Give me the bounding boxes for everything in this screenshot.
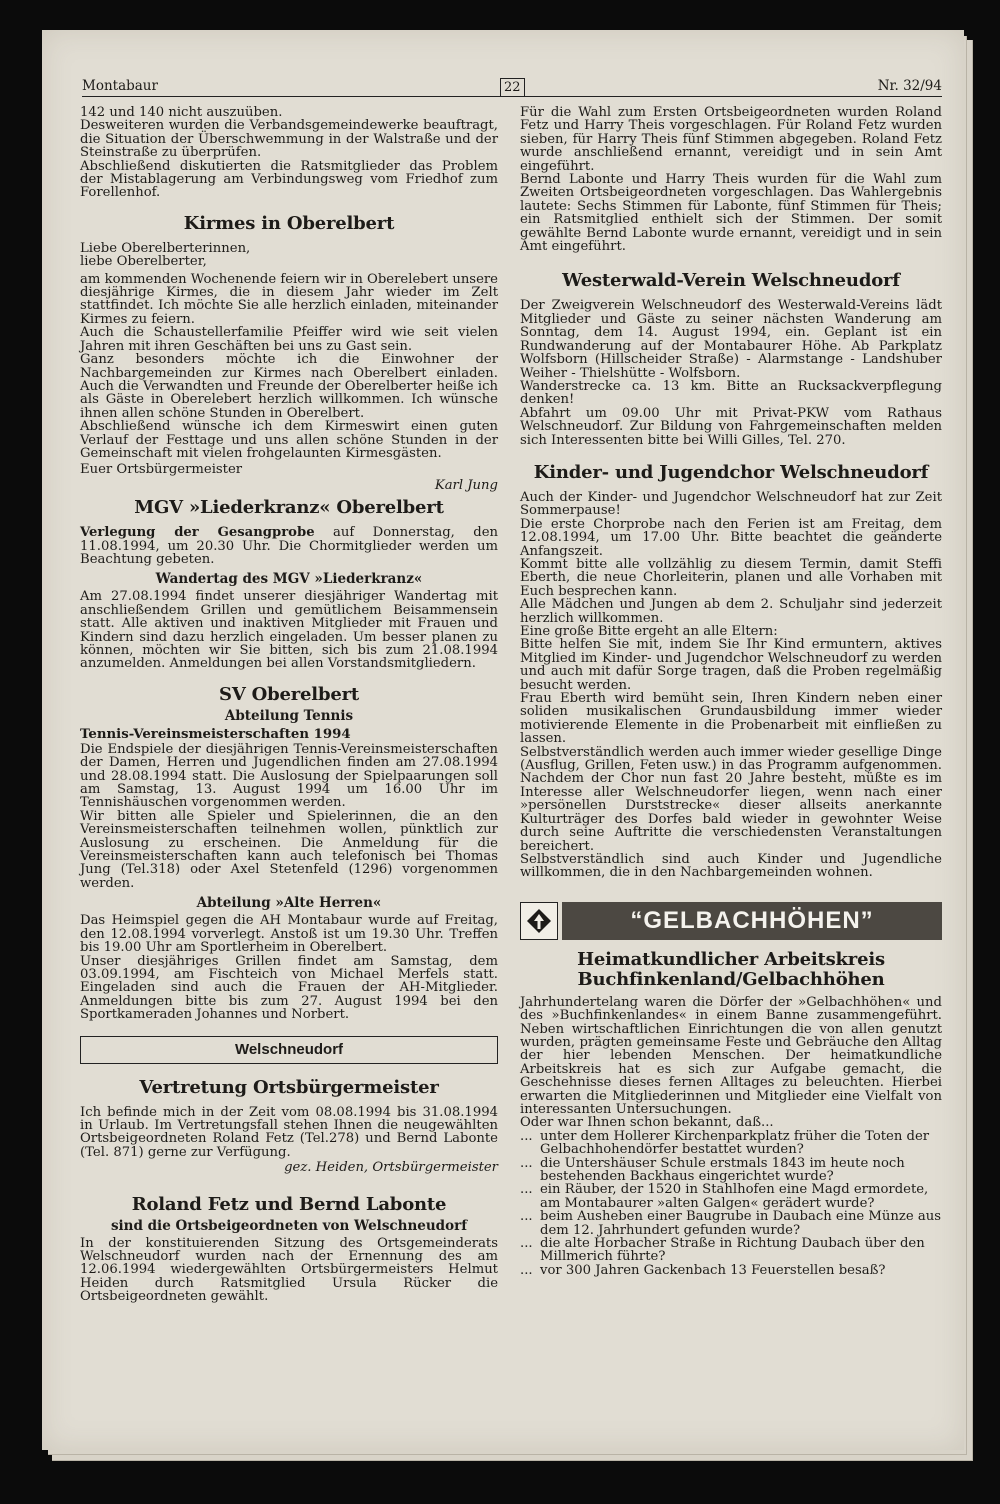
mgv-lead [80,526,498,566]
vertretung-body: Ich befinde mich in der Zeit vom 08.08.1994 bis 31.08.1994 in Urlaub. Im Vertretungsfall stehen Ihnen die neugewählten Ortsbeigeordneten Roland Fetz (Tel.278) und Bernd Labonte (Tel. 871) gerne zur Verfügung. [80,1104,498,1160]
intro-paragraph-3: Abschließend diskutierten die Ratsmitglieder das Problem der Mistablagerung am Verbindungsweg vom Friedhof zum Forellenhof. [80,158,498,201]
chor-paragraph-7: Frau Eberth wird bemüht sein, Ihren Kindern neben einer soliden musikalischen Grundausbildung immer wieder motivierende Elemente in die Probenarbeit mit einfließen zu lassen. [520,691,942,747]
chor-title: Kinder- und Jugendchor Welschneudorf [533,461,929,483]
kirmes-title: Kirmes in Oberelbert [183,212,395,234]
mgv-body: Am 27.08.1994 findet unserer diesjähriger Wandertag mit anschließendem Grillen und gemütlichem Beisammensein statt. Alle aktiven und inaktiven Mitglieder mit Frauen und Kindern sind dazu herzlich eingeladen. Um besser planen zu können, möchten wir Sie bitten, sich bis zum 21.08.1994 anzumelden. Anmeldungen bei allen Vorstandsmitgliedern. [80,589,498,672]
mgv-lead-bold: Verlegung der Gesangprobe [80,525,315,541]
fetz-body: In der konstituierenden Sitzung des Ortsgemeinderats Welschneudorf wurden nach der Ernennung des am 12.06.1994 wiedergewählten Ortsbürgermeisters Helmut Heiden durch Ratsmitglied Ursula Rücker die Ortsbeigeordneten gewählt. [80,1235,498,1305]
sv-paragraph-2: Wir bitten alle Spieler und Spielerinnen, die an den Vereinsmeisterschaften teilnehmen wollen, pünktlich zur Auslosung zu erscheinen. Die Anmeldung für die Vereinsmeisterschaften kann auch telefonisch bei Thomas Jung (Tel.318) oder Axel Stetenfeld (1296) vorgenommen werden. [80,808,498,891]
left-column [80,106,498,1304]
sv-paragraph-1: Die Endspiele der diesjährigen Tennis-Vereinsmeisterschaften der Damen, Herren und Jugendlichen finden am 27.08.1994 und 28.08.1994 statt. Die Auslosung der Spielpaarungen soll am Samstag, 13. August 1994 um 16.00 Uhr im Tennishäuschen vorgenommen werden. [80,741,498,811]
chor-paragraph-5: Eine große Bitte ergeht an alle Eltern: [520,624,778,639]
list-item: ... unter dem Hollerer Kirchenparkplatz früher die Toten der Gelbachhohendörfer bestattet wurden? [520,1130,942,1157]
chor-paragraph-9: Selbstverständlich sind auch Kinder und Jugendliche willkommen, die in den Nachbargemeinden wohnen. [520,851,942,881]
westerwald-paragraph-1: Der Zweigverein Welschneudorf des Westerwald-Vereins lädt Mitglieder und Gäste zu seiner nächsten Wanderung am Sonntag, dem 14. August 1994, ein. Geplant ist ein Rundwanderung auf der Montabaurer Höhe. Ab Parkplatz Wolfsborn (Hillscheider Straße) - Alarmstange - Landshuber Weiher - Thielshütte - Wolfsborn. [520,298,942,381]
heimat-title-line-1: Heimatkundlicher Arbeitskreis [577,948,885,970]
list-item: ... die Untershäuser Schule erstmals 1843 im heute noch bestehenden Backhaus eingerichtet wurde? [520,1157,942,1184]
kirmes-greeting [80,242,498,269]
intro-paragraph-1: 142 und 140 nicht auszuüben. [80,105,283,120]
kirmes-signature: Karl Jung [434,477,498,493]
welschneudorf-section-box: Welschneudorf [80,1036,498,1064]
kirmes-paragraph-3: Ganz besonders möchte ich die Einwohner der Nachbargemeinden zur Kirmes nach Oberelbert einladen. Auch die Verwandten und Freunde der Oberelberter heiße ich als Gäste in Oberelebert herzlich willkommen. Ich wünsche ihnen allen schöne Stunden in Oberelbert. [80,352,498,421]
heimat-title-line-2: Buchfinkenland/Gelbachhöhen [577,968,885,990]
sv-paragraph-4: Unser diesjähriges Grillen findet am Samstag, dem 03.09.1994, am Fischteich von Michael Merfels statt. Eingeladen sind auch die Frauen der AH-Mitglieder. Anmeldungen bitte bis zum 27. August 1994 bei den Sportkameraden Johannes und Norbert. [80,953,498,1023]
chor-paragraph-1: Auch der Kinder- und Jugendchor Welschneudorf hat zur Zeit Sommerpause! [520,489,942,519]
page-header [82,74,942,97]
mgv-subtitle: Wandertag des MGV »Liederkranz« [155,571,423,588]
westerwald-paragraph-2: Wanderstrecke ca. 13 km. Bitte an Rucksackverpflegung denken! [520,378,942,408]
intro-paragraph-2: Desweiteren wurden die Verbandsgemeindewerke beauftragt, die Situation der Überschwemmung in der Walstraße und der Steinstraße zu überprüfen. [80,118,498,161]
mgv-title: MGV »Liederkranz« Oberelbert [134,497,444,519]
sv-heading: Tennis-Vereinsmeisterschaften 1994 [80,726,351,742]
chor-paragraph-3: Kommt bitte alle vollzählig zu diesem Termin, damit Steffi Eberth, die neue Chorleiterin, planen und alle Vorhaben mit Euch besprechen kann. [520,556,942,599]
mgv-lead-text: auf Donnerstag, den 11.08.1994, um 20.30 Uhr. Die Chormitglieder werden um Beachtung gebeten. [80,525,499,567]
kirmes-paragraph-1: am kommenden Wochenende feiern wir in Oberelebert unsere diesjährige Kirmes, die in diesem Jahr wieder im Zelt stattfindet. Ich möchte Sie alle herzlich einladen, miteinander Kirmes zu feiern. [80,271,498,327]
newspaper-page [42,30,964,1450]
wahl-paragraph-2: Bernd Labonte und Harry Theis wurden für die Wahl zum Zweiten Ortsbeigeordneten vorgeschlagen. Das Wahlergebnis lautete: Sechs Stimmen für Labonte, fünf Stimmen für Theis; ein Ratsmitglied enthielt sich der Stimmen. Der somit gewählte Bernd Labonte wurde ernannt, vereidigt und in sein Amt eingeführt. [520,172,942,255]
sv-subtitle-2: Abteilung »Alte Herren« [196,895,382,912]
kirmes-greeting-line-1: Liebe Oberelberterinnen, [80,240,251,256]
heimat-body: Jahrhundertelang waren die Dörfer der »Gelbachhöhen« und des »Buchfinkenlandes« in einem Banne zusammengeführt. Neben wirtschaftlichen Einrichtungen die von allen genutzt wurden, prägten gemeinsame Feste und Gebräuche den Alltag der hier lebenden Menschen. Der heimatkundliche Arbeitskreis hat es sich zur Aufgabe gemacht, die Geschehnisse dieses fernen Alltages zu beleuchten. Hierbei erwarten die Mitgliederinnen und Mitglieder eine Vielfalt von interessanten Untersuchungen. [520,994,942,1117]
chor-paragraph-6: Bitte helfen Sie mit, indem Sie Ihr Kind ermuntern, aktives Mitglied im Kinder- und Jugendchor Welschneudorf zu werden und auch mit dafür Sorge tragen, daß die Proben regelmäßig besucht werden. [520,637,942,693]
wahl-paragraph-1: Für die Wahl zum Ersten Ortsbeigeordneten wurden Roland Fetz und Harry Theis vorgeschlagen. Für Roland Fetz wurden sieben, für Harry Theis fünf Stimmen abgegeben. Roland Fetz wurde anschließend ernannt, vereidigt und in sein Amt eingeführt. [520,105,942,174]
fetz-title: Roland Fetz und Bernd Labonte [131,1193,447,1215]
kirmes-greeting-line-2: liebe Oberelberter, [80,254,207,270]
fetz-subtitle: sind die Ortsbeigeordneten von Welschneudorf [110,1217,468,1234]
sv-title: SV Oberelbert [219,683,359,705]
kirmes-paragraph-5: Euer Ortsbürgermeister [80,462,243,478]
chor-paragraph-8: Selbstverständlich werden auch immer wieder gesellige Dinge (Ausflug, Grillen, Feten usw.) in das Programm aufgenommen. Nachdem der Chor nun fast 20 Jahre besteht, müßte es im Interesse aller Welschneudorfer liegen, wenn nach einer »persönellen Durststrecke« dieser allseits anerkannte Kulturträger des Dorfes bald wieder in gewohnter Weise durch seine Auftritte die verschiedensten Veranstaltungen bereichert. [520,744,942,854]
vertretung-signature: gez. Heiden, Ortsbürgermeister [284,1160,498,1176]
header-page-number: 22 [500,78,525,97]
heimat-list [520,1130,942,1277]
sv-paragraph-3: Das Heimspiel gegen die AH Montabaur wurde auf Freitag, den 12.08.1994 vorverlegt. Anstoß ist um 19.30 Uhr. Treffen bis 19.00 Uhr am Sportlerheim in Oberelbert. [80,913,498,956]
header-issue: Nr. 32/94 [877,78,942,94]
chor-paragraph-4: Alle Mädchen und Jungen ab dem 2. Schuljahr sind jederzeit herzlich willkommen. [520,597,942,626]
westerwald-title: Westerwald-Verein Welschneudorf [562,270,900,292]
list-item: ... ein Räuber, der 1520 in Stahlhofen eine Magd ermordete, am Montabaurer »alten Galgen« gerädert wurde? [520,1183,942,1210]
gelbachhoehen-title-bar: “GELBACHHÖHEN” [562,902,942,940]
vertretung-title: Vertretung Ortsbürgermeister [139,1076,439,1098]
right-column [520,106,942,1277]
heimat-question: Oder war Ihnen schon bekannt, daß... [520,1115,774,1131]
list-item: ... die alte Horbacher Straße in Richtung Daubach über den Millmerich führte? [520,1237,942,1264]
westerwald-paragraph-3: Abfahrt um 09.00 Uhr mit Privat-PKW vom Rathaus Welschneudorf. Zur Bildung von Fahrgemeinschaften melden sich Interessenten bitte bei Willi Gilles, Tel. 270. [520,405,942,448]
gelbachhoehen-banner [520,902,942,940]
list-item: ... vor 300 Jahren Gackenbach 13 Feuerstellen besaß? [520,1264,942,1277]
list-item: ... beim Ausheben einer Baugrube in Daubach eine Münze aus dem 12. Jahrhundert gefunden wurde? [520,1210,942,1237]
chor-paragraph-2: Die erste Chorprobe nach den Ferien ist am Freitag, dem 12.08.1994, um 17.00 Uhr. Bitte beachtet die geänderte Anfangszeit. [520,516,942,559]
kirmes-paragraph-2: Auch die Schaustellerfamilie Pfeiffer wird wie seit vielen Jahren mit ihren Geschäften bei uns zu Gast sein. [80,325,498,354]
kirmes-paragraph-4: Abschließend wünsche ich dem Kirmeswirt einen guten Verlauf der Festtage und uns allen schöne Stunden in der Gemeinschaft mit vielen frohgelaunten Kirmesgästen. [80,419,498,461]
triangle-arrow-logo-icon [520,902,558,940]
sv-subtitle: Abteilung Tennis [224,707,354,724]
header-place: Montabaur [82,78,158,94]
